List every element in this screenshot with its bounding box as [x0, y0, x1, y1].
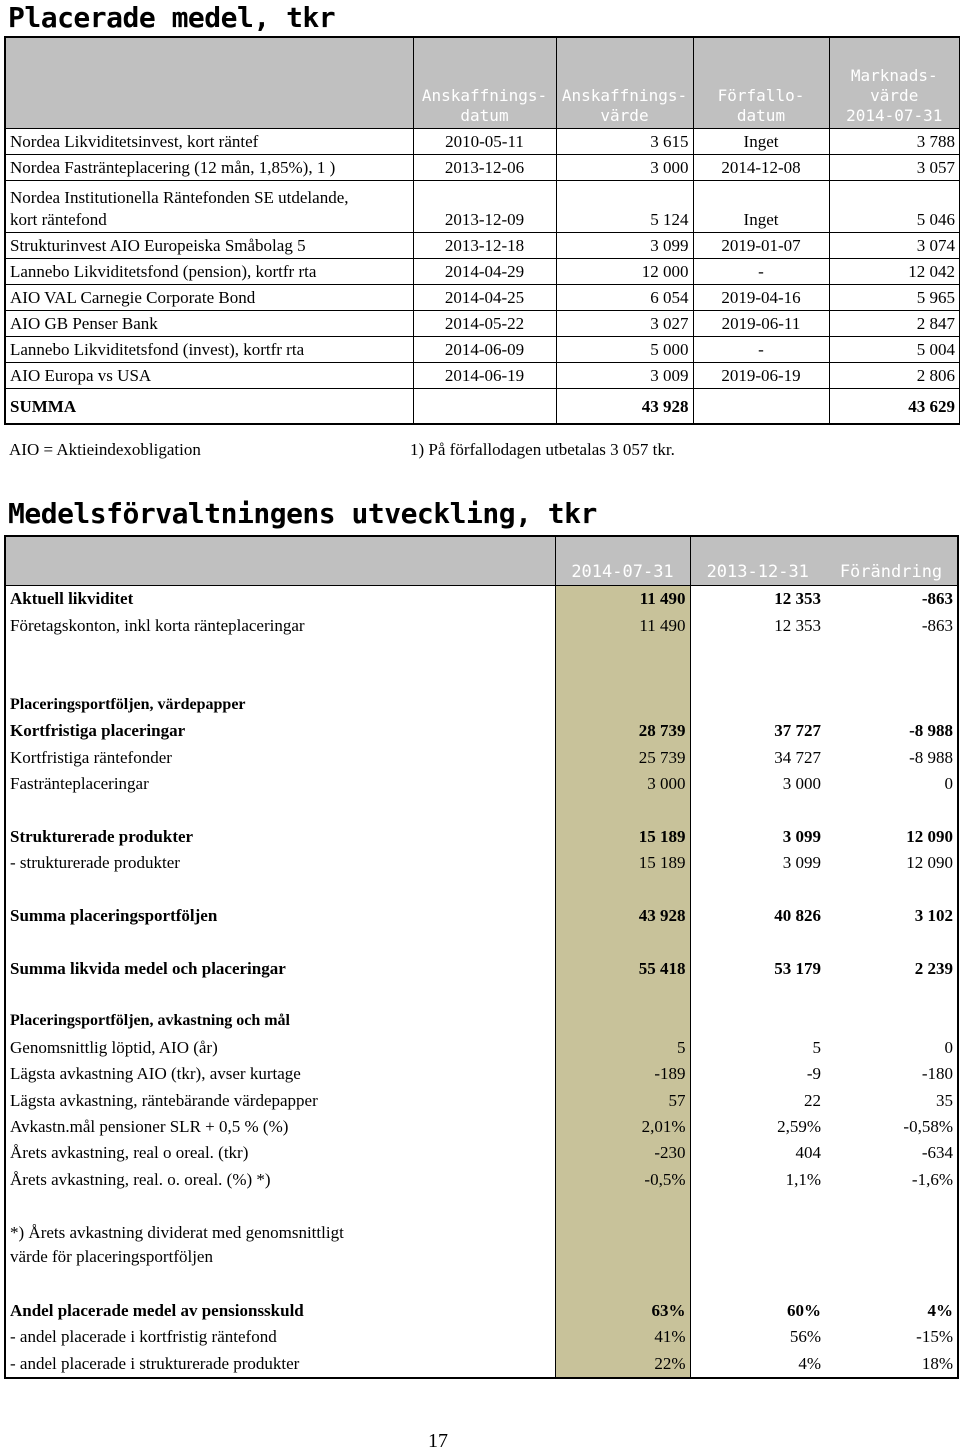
purchase-value: 3 009 — [556, 363, 693, 389]
table-row — [5, 639, 958, 665]
purchase-date: 2014-06-09 — [413, 337, 556, 363]
row-label — [5, 929, 555, 955]
value-change — [825, 1193, 958, 1219]
table-row — [5, 1193, 958, 1219]
value-2013: 37 727 — [774, 721, 821, 741]
row-label: *) Årets avkastning dividerat med genomsnittligt värde för placeringsportföljen — [10, 1223, 344, 1267]
table-row — [5, 1324, 958, 1350]
row-label: Placeringsportföljen, värdepapper — [10, 695, 246, 713]
row-label: - strukturerade produkter — [10, 853, 180, 873]
market-value: 5 046 — [829, 181, 960, 233]
holding-name: Nordea Fasträntеplacering (12 mån, 1,85%), 1 ) — [5, 155, 413, 181]
market-value: 3 788 — [829, 129, 960, 155]
table-row — [5, 1087, 958, 1113]
purchase-date: 2014-04-25 — [413, 285, 556, 311]
sum-cost: 43 928 — [556, 389, 693, 425]
value-change — [825, 1008, 958, 1034]
holding-name: AIO Europa vs USA — [5, 363, 413, 389]
value-change: 35 — [936, 1090, 953, 1110]
value-change — [825, 876, 958, 902]
value-2013: 1,1% — [785, 1169, 821, 1189]
value-2014: 22% — [555, 1351, 690, 1378]
purchase-value: 6 054 — [556, 285, 693, 311]
value-change: -8 988 — [909, 747, 953, 767]
header-row — [5, 37, 960, 129]
table-row — [5, 586, 958, 613]
table-row — [5, 903, 958, 929]
maturity-date: Inget — [693, 129, 829, 155]
row-label: Strukturerade produkter — [10, 826, 194, 846]
maturity-date: 2019-06-11 — [693, 311, 829, 337]
value-2014 — [555, 876, 690, 902]
maturity-date: Inget — [693, 181, 829, 233]
value-change — [825, 665, 958, 691]
value-2014: 41% — [555, 1324, 690, 1350]
header-cell-col1: Anskaffnings- datum — [413, 37, 556, 129]
value-2014: -189 — [555, 1061, 690, 1087]
row-label — [5, 639, 555, 665]
table-row — [5, 1167, 958, 1193]
table-row — [5, 876, 958, 902]
value-change — [825, 1219, 958, 1271]
value-2013: 3 000 — [782, 773, 821, 793]
sum-empty — [693, 389, 829, 425]
holding-name: Strukturinvest AIO Europeiska Småbolag 5 — [5, 233, 413, 259]
market-value: 5 965 — [829, 285, 960, 311]
value-change: 0 — [944, 1037, 953, 1057]
maturity-date: 2019-04-16 — [693, 285, 829, 311]
purchase-value: 3 027 — [556, 311, 693, 337]
market-value: 2 806 — [829, 363, 960, 389]
row-label: Kortfristiga räntefonder — [10, 747, 172, 767]
header-row — [5, 536, 958, 586]
value-2013: 34 727 — [774, 747, 821, 767]
row-label: Aktuell likviditet — [10, 589, 134, 609]
maturity-date: - — [693, 259, 829, 285]
value-2014: -0,5% — [555, 1167, 690, 1193]
header-cell-empty — [5, 37, 413, 129]
value-2013: -9 — [806, 1064, 821, 1084]
value-change: 3 102 — [914, 905, 953, 925]
value-2013: 3 099 — [782, 853, 821, 873]
row-label: Summa likvida medel och placeringar — [10, 958, 286, 978]
value-2014 — [555, 665, 690, 691]
sum-label: SUMMA — [5, 389, 413, 425]
table-row — [5, 1140, 958, 1166]
value-change — [825, 797, 958, 823]
table-row — [5, 850, 958, 876]
header-cell-2013: 2013-12-31 — [690, 536, 825, 586]
value-2013 — [690, 665, 825, 691]
row-label: Fasträntеplaceringar — [10, 773, 149, 793]
table-row — [5, 744, 958, 770]
row-label — [5, 982, 555, 1008]
value-2013 — [690, 929, 825, 955]
table-row — [5, 337, 960, 363]
sum-row — [5, 389, 960, 425]
value-2014: 43 928 — [555, 903, 690, 929]
value-2013: 3 099 — [782, 826, 821, 846]
value-2013: 4% — [798, 1353, 821, 1373]
maturity-date: 2019-01-07 — [693, 233, 829, 259]
value-change: 0 — [944, 773, 953, 793]
value-2014 — [555, 1219, 690, 1271]
value-2014: 28 739 — [555, 718, 690, 744]
value-change: -15% — [916, 1327, 953, 1347]
value-2014 — [555, 692, 690, 718]
value-2014: 15 189 — [555, 850, 690, 876]
table-row — [5, 233, 960, 259]
value-2013: 53 179 — [774, 958, 821, 978]
row-label — [5, 665, 555, 691]
note-due: 1) På förfallodagen utbetalas 3 057 tkr. — [410, 440, 675, 459]
value-2014 — [555, 1193, 690, 1219]
value-change: -634 — [921, 1143, 953, 1163]
value-change: -1,6% — [911, 1169, 953, 1189]
header-cell-2014: 2014-07-31 — [555, 536, 690, 586]
header-cell-col3: Förfallo- datum — [693, 37, 829, 129]
row-label — [5, 1271, 555, 1297]
table-row — [5, 1271, 958, 1297]
table-row — [5, 1035, 958, 1061]
table-row — [5, 929, 958, 955]
holding-name: AIO VAL Carnegie Corporate Bond — [5, 285, 413, 311]
row-label: Andel placerade medel av pensionsskuld — [10, 1300, 304, 1320]
row-label: Lägsta avkastning AIO (tkr), avser kurtage — [10, 1064, 301, 1084]
value-change: -180 — [921, 1064, 953, 1084]
row-label: Placeringsportföljen, avkastning och mål — [10, 1012, 290, 1030]
header-cell-change: Förändring — [825, 536, 958, 586]
value-2014 — [555, 639, 690, 665]
value-2014 — [555, 797, 690, 823]
table-row — [5, 771, 958, 797]
row-label: Lägsta avkastning, räntebärande värdepapper — [10, 1090, 318, 1110]
value-change — [825, 929, 958, 955]
value-2014: -230 — [555, 1140, 690, 1166]
value-2014: 5 — [555, 1035, 690, 1061]
row-label: Företagskonton, inkl korta ränteplaceringar — [10, 615, 305, 635]
row-label: Årets avkastning, real. o. oreal. (%) *) — [10, 1169, 271, 1189]
value-2014 — [555, 982, 690, 1008]
table-row — [5, 129, 960, 155]
purchase-date: 2010-05-11 — [413, 129, 556, 155]
value-change: 4% — [927, 1300, 953, 1320]
purchase-date: 2013-12-18 — [413, 233, 556, 259]
value-2014: 11 490 — [555, 612, 690, 638]
value-2013 — [690, 876, 825, 902]
table-row — [5, 181, 960, 233]
row-label: - andel placerade i kortfristig räntefond — [10, 1327, 277, 1347]
value-2013 — [690, 1219, 825, 1271]
value-2013 — [690, 639, 825, 665]
row-label: Avkastn.mål pensioner SLR + 0,5 % (%) — [10, 1117, 289, 1136]
value-2014: 2,01% — [555, 1114, 690, 1140]
row-label — [5, 876, 555, 902]
table-row — [5, 824, 958, 850]
table-row — [5, 1008, 958, 1034]
value-2013: 56% — [789, 1327, 821, 1347]
purchase-value: 5 124 — [556, 181, 693, 233]
purchase-value: 5 000 — [556, 337, 693, 363]
value-change — [825, 982, 958, 1008]
table-row — [5, 1061, 958, 1087]
row-label: - andel placerade i strukturerade produkter — [10, 1353, 300, 1373]
market-value: 3 074 — [829, 233, 960, 259]
page-number: 17 — [428, 1430, 448, 1452]
value-2013: 5 — [812, 1037, 821, 1057]
value-change: 12 090 — [906, 826, 953, 846]
value-change: -0,58% — [903, 1117, 953, 1136]
header-cell-col4: Marknads- värde 2014-07-31 — [829, 37, 960, 129]
value-2014 — [555, 929, 690, 955]
purchase-value: 3 615 — [556, 129, 693, 155]
row-label: Kortfristiga placeringar — [10, 721, 186, 741]
holding-name: Nordea Likviditetsinvest, kort räntef — [5, 129, 413, 155]
value-2014: 3 000 — [555, 771, 690, 797]
value-2013 — [690, 797, 825, 823]
value-2013: 60% — [787, 1300, 821, 1320]
holding-name: Lannebo Likviditetsfond (invest), kortfr rta — [5, 337, 413, 363]
value-2014: 55 418 — [555, 955, 690, 981]
holding-name: AIO GB Penser Bank — [5, 311, 413, 337]
value-change: 2 239 — [914, 958, 953, 978]
purchase-date: 2014-06-19 — [413, 363, 556, 389]
table-row — [5, 1219, 958, 1271]
market-value: 2 847 — [829, 311, 960, 337]
table-row — [5, 955, 958, 981]
value-2014: 57 — [555, 1087, 690, 1113]
value-change: -863 — [921, 615, 953, 635]
purchase-value: 3 000 — [556, 155, 693, 181]
value-change: -863 — [921, 589, 953, 609]
value-2013: 12 353 — [774, 589, 821, 609]
holding-name: Lannebo Likviditetsfond (pension), kortfr rta — [5, 259, 413, 285]
table-row — [5, 665, 958, 691]
value-2014: 15 189 — [555, 824, 690, 850]
table-row — [5, 259, 960, 285]
sum-market: 43 629 — [829, 389, 960, 425]
table-row — [5, 797, 958, 823]
row-label — [5, 1193, 555, 1219]
row-label: Summa placeringsportföljen — [10, 905, 218, 925]
holding-name: Nordea Institutionella Räntefonden SE utdelande, kort räntefond — [5, 181, 413, 233]
row-label — [5, 797, 555, 823]
placerade-medel-table — [4, 36, 960, 425]
value-2013 — [690, 1193, 825, 1219]
value-2014: 63% — [555, 1298, 690, 1324]
market-value: 3 057 — [829, 155, 960, 181]
header-cell-col2: Anskaffnings- värde — [556, 37, 693, 129]
sum-empty — [413, 389, 556, 425]
value-2013 — [690, 982, 825, 1008]
value-2013: 2,59% — [777, 1117, 821, 1136]
value-2014: 25 739 — [555, 744, 690, 770]
value-2013: 22 — [804, 1090, 821, 1110]
value-2013 — [690, 1008, 825, 1034]
value-change: -8 988 — [909, 721, 953, 741]
value-change: 18% — [921, 1353, 953, 1373]
purchase-date: 2013-12-09 — [413, 181, 556, 233]
value-change — [825, 639, 958, 665]
table-row — [5, 155, 960, 181]
value-2014: 11 490 — [555, 586, 690, 613]
title-medelsforvaltning: Medelsförvaltningens utveckling, tkr — [8, 497, 597, 530]
purchase-date: 2014-05-22 — [413, 311, 556, 337]
purchase-date: 2014-04-29 — [413, 259, 556, 285]
note-aio: AIO = Aktieindexobligation — [9, 440, 201, 459]
value-2014 — [555, 1271, 690, 1297]
table-row — [5, 692, 958, 718]
value-2013 — [690, 692, 825, 718]
table-row — [5, 311, 960, 337]
maturity-date: 2019-06-19 — [693, 363, 829, 389]
market-value: 12 042 — [829, 259, 960, 285]
value-2014 — [555, 1008, 690, 1034]
table-row — [5, 285, 960, 311]
market-value: 5 004 — [829, 337, 960, 363]
value-change — [825, 1271, 958, 1297]
title-placerade-medel: Placerade medel, tkr — [8, 1, 336, 34]
value-2013: 12 353 — [774, 615, 821, 635]
purchase-value: 12 000 — [556, 259, 693, 285]
value-2013: 40 826 — [774, 905, 821, 925]
value-change: 12 090 — [906, 853, 953, 873]
value-change — [825, 692, 958, 718]
purchase-value: 3 099 — [556, 233, 693, 259]
header-cell-empty — [5, 536, 555, 586]
table-row — [5, 363, 960, 389]
table-row — [5, 612, 958, 638]
table-row — [5, 1298, 958, 1324]
purchase-date: 2013-12-06 — [413, 155, 556, 181]
maturity-date: - — [693, 337, 829, 363]
table-row — [5, 718, 958, 744]
maturity-date: 2014-12-08 — [693, 155, 829, 181]
table-row — [5, 982, 958, 1008]
value-2013 — [690, 1271, 825, 1297]
row-label: Årets avkastning, real o oreal. (tkr) — [10, 1143, 249, 1163]
value-2013: 404 — [795, 1143, 821, 1163]
row-label: Genomsnittlig löptid, AIO (år) — [10, 1037, 218, 1057]
table-row — [5, 1351, 958, 1378]
medelsforvaltning-table — [4, 535, 959, 1379]
table-row — [5, 1114, 958, 1140]
